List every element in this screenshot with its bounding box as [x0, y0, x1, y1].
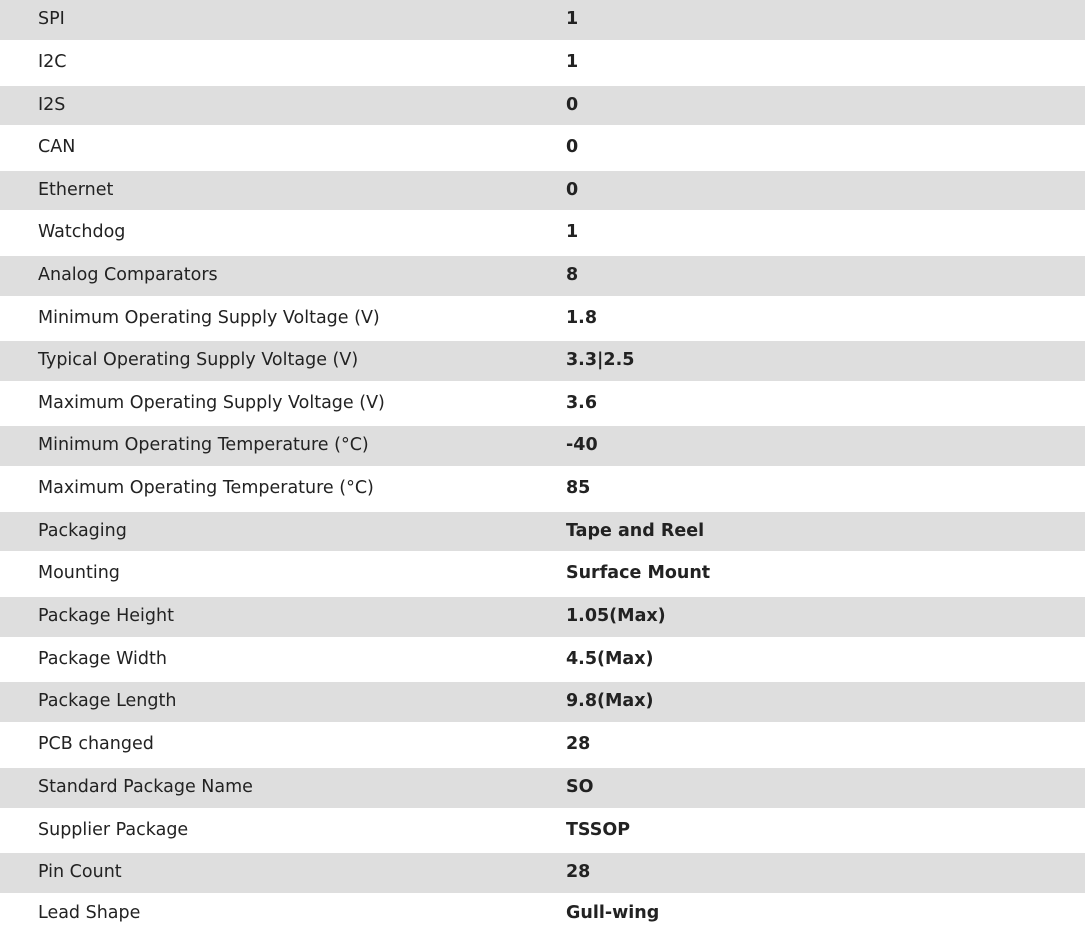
spec-label: Maximum Operating Temperature (°C) — [38, 478, 374, 498]
spec-label: Watchdog — [38, 222, 126, 242]
spec-value: 9.8(Max) — [566, 691, 654, 711]
spec-value: 1.05(Max) — [566, 606, 666, 626]
spec-value: -40 — [566, 435, 598, 455]
spec-value: Tape and Reel — [566, 520, 705, 541]
spec-label: Package Length — [38, 691, 177, 711]
spec-label: Standard Package Name — [38, 777, 253, 797]
spec-row-package-height — [0, 597, 1085, 637]
spec-row-mounting — [0, 551, 1085, 597]
spec-value: 28 — [566, 734, 591, 754]
spec-row-i2c — [0, 40, 1085, 86]
spec-label: Supplier Package — [38, 819, 189, 840]
spec-value: 1 — [566, 52, 579, 72]
spec-row-package-length — [0, 682, 1085, 722]
spec-label: Analog Comparators — [38, 265, 218, 285]
spec-value: 3.6 — [566, 392, 598, 413]
spec-row-analog-comparators — [0, 256, 1085, 296]
spec-row-typ-supply-voltage — [0, 341, 1085, 381]
spec-value: Surface Mount — [566, 563, 711, 583]
spec-label: Packaging — [38, 520, 127, 541]
spec-label: Minimum Operating Temperature (°C) — [38, 435, 369, 455]
spec-row-packaging — [0, 512, 1085, 551]
spec-row-can — [0, 125, 1085, 171]
spec-value: 28 — [566, 862, 591, 882]
spec-row-supplier-package — [0, 808, 1085, 853]
spec-label: Package Width — [38, 648, 167, 669]
spec-value: 1 — [566, 222, 579, 242]
spec-value: 1.8 — [566, 307, 598, 328]
spec-row-spi — [0, 0, 1085, 40]
spec-label: Typical Operating Supply Voltage (V) — [38, 350, 359, 370]
spec-label: PCB changed — [38, 734, 154, 754]
spec-label: SPI — [38, 9, 65, 29]
spec-value: 3.3|2.5 — [566, 350, 635, 370]
spec-label: Lead Shape — [38, 903, 141, 923]
spec-label: I2C — [38, 52, 67, 72]
spec-label: Pin Count — [38, 862, 122, 882]
spec-label: Mounting — [38, 563, 120, 583]
spec-label: Maximum Operating Supply Voltage (V) — [38, 392, 385, 413]
spec-value: SO — [566, 777, 594, 797]
spec-row-standard-package-name — [0, 768, 1085, 808]
spec-row-max-temperature — [0, 466, 1085, 512]
spec-value: TSSOP — [566, 819, 631, 840]
spec-label: I2S — [38, 94, 66, 115]
spec-row-pcb-changed — [0, 722, 1085, 768]
spec-value: 1 — [566, 9, 579, 29]
spec-row-min-supply-voltage — [0, 296, 1085, 341]
spec-row-ethernet — [0, 171, 1085, 210]
spec-row-package-width — [0, 637, 1085, 682]
spec-label: CAN — [38, 137, 76, 157]
spec-row-lead-shape — [0, 893, 1085, 935]
spec-value: 0 — [566, 94, 579, 115]
spec-label: Ethernet — [38, 179, 114, 200]
spec-row-i2s — [0, 86, 1085, 125]
spec-row-watchdog — [0, 210, 1085, 256]
spec-row-max-supply-voltage — [0, 381, 1085, 426]
spec-row-pin-count — [0, 853, 1085, 893]
spec-value: 0 — [566, 179, 579, 200]
spec-value: 85 — [566, 478, 591, 498]
spec-value: 0 — [566, 137, 579, 157]
spec-value: 4.5(Max) — [566, 648, 654, 669]
spec-row-min-temperature — [0, 426, 1085, 466]
spec-value: Gull-wing — [566, 903, 660, 923]
spec-label: Package Height — [38, 606, 174, 626]
spec-label: Minimum Operating Supply Voltage (V) — [38, 307, 380, 328]
spec-value: 8 — [566, 265, 579, 285]
